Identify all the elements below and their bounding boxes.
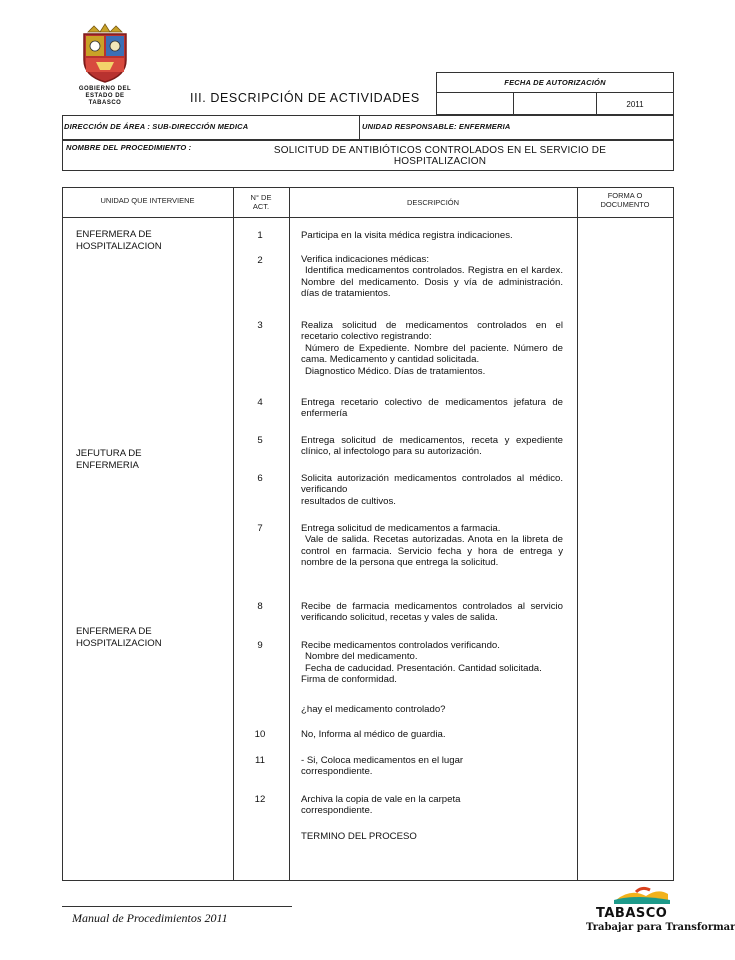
description-line: TERMINO DEL PROCESO [301, 831, 417, 842]
description-line: Fecha de caducidad. Presentación. Cantidad solicitada. Firma de conformidad. [301, 662, 542, 686]
description-line: Número de Expediente. Nombre del paciente. Número de cama. Medicamento y cantidad solicitada. [301, 342, 563, 366]
activity-description [301, 230, 563, 241]
logo-text-line-3: TABASCO [88, 100, 122, 106]
activity-number: 7 [257, 523, 263, 534]
activity-number: 3 [257, 320, 263, 331]
state-coat-of-arms-logo [74, 22, 136, 86]
authorization-year: 2011 [626, 100, 644, 109]
logo-text-line-2: ESTADO DE [85, 93, 125, 99]
decision-question [301, 704, 563, 715]
process-end [301, 831, 563, 842]
description-line: Vale de salida. Recetas autorizadas. Anota en la libreta de control en farmacia. Servicio fecha y hora de entrega y nombre de la persona que entrega la solicitud. [301, 534, 563, 569]
logo-text-line-1: GOBIERNO DEL [78, 86, 132, 92]
activity-number: 9 [257, 640, 263, 651]
activity-description [301, 601, 563, 624]
column-header-activity-number: N° DE ACT. [250, 193, 272, 211]
description-line: ¿hay el medicamento controlado? [301, 704, 446, 715]
description-line: - Si, Coloca medicamentos en el lugar correspondiente. [301, 755, 464, 778]
activity-description [301, 523, 563, 569]
description-line: Entrega solicitud de medicamentos, receta y expediente clínico, al infectologo para su autorización. [301, 435, 563, 458]
activity-description [301, 640, 563, 686]
description-line: Verifica indicaciones médicas: [301, 254, 429, 265]
tabasco-brand-name: TABASCO [596, 906, 668, 921]
activity-number: 1 [257, 230, 263, 241]
description-line: resultados de cultivos. [301, 495, 396, 507]
tabasco-slogan: Trabajar para Transformar [586, 922, 735, 933]
unit-enfermera-hospitalizacion-1: ENFERMERA DE HOSPITALIZACION [76, 229, 162, 252]
description-line: Entrega solicitud de medicamentos a farmacia. [301, 523, 501, 534]
activity-number: 2 [257, 255, 263, 266]
description-line: Identifica medicamentos controlados. Registra en el kardex. Nombre del medicamento. Dosis y vía de administración. días de tratamientos. [301, 265, 563, 300]
unit-jefatura-enfermeria: JEFUTURA DE ENFERMERIA [76, 448, 142, 471]
unit-enfermera-hospitalizacion-2: ENFERMERA DE HOSPITALIZACION [76, 626, 162, 649]
activity-number: 5 [257, 435, 263, 446]
description-line: Recibe de farmacia medicamentos controlados al servicio verificando solicitud, recetas y vales de salida. [301, 601, 563, 624]
description-line: Realiza solicitud de medicamentos controlados en el recetario colectivo registrando: [301, 320, 563, 343]
activity-description [301, 254, 563, 300]
activity-number: 11 [255, 755, 265, 766]
description-line: No, Informa al médico de guardia. [301, 729, 446, 740]
activity-description [301, 755, 501, 778]
manual-footer-text: Manual de Procedimientos 2011 [72, 911, 228, 925]
column-header-form-document: FORMA O DOCUMENTO [600, 191, 650, 209]
description-line: Archiva la copia de vale en la carpeta correspondiente. [301, 794, 461, 817]
activity-number: 10 [254, 729, 266, 740]
direction-label: DIRECCIÓN DE ÁREA : SUB-DIRECCIÓN MEDICA [64, 122, 249, 131]
description-line: Solicita autorización medicamentos controlados al médico. verificando [301, 473, 563, 496]
description-line: Nombre del medicamento. [305, 651, 418, 663]
activity-description [301, 320, 563, 377]
description-line: Recibe medicamentos controlados verificando. [301, 640, 500, 651]
activity-number: 8 [257, 601, 263, 612]
responsible-unit-label: UNIDAD RESPONSABLE: ENFERMERIA [362, 122, 511, 131]
authorization-label: FECHA DE AUTORIZACIÓN [504, 78, 606, 87]
description-line: Participa en la visita médica registra indicaciones. [301, 230, 513, 241]
activity-number: 12 [254, 794, 266, 805]
activity-description [301, 397, 563, 420]
activity-description [301, 435, 563, 458]
description-line: Diagnostico Médico. Días de tratamientos. [305, 365, 486, 377]
page-title: III. DESCRIPCIÓN DE ACTIVIDADES [190, 91, 420, 105]
activity-description [301, 729, 563, 740]
activity-description [301, 794, 501, 817]
activity-description [301, 473, 563, 507]
tabasco-brand-logo [586, 886, 735, 944]
procedure-name: SOLICITUD DE ANTIBIÓTICOS CONTROLADOS EN EL SERVICIO DE HOSPITALIZACION [273, 145, 607, 167]
description-line: Entrega recetario colectivo de medicamentos jefatura de enfermería [301, 397, 563, 420]
column-header-unit: UNIDAD QUE INTERVIENE [100, 196, 195, 205]
activity-number: 4 [257, 397, 263, 408]
procedure-name-label: NOMBRE DEL PROCEDIMIENTO : [66, 143, 192, 152]
column-header-description: DESCRIPCIÓN [406, 198, 460, 207]
activity-number: 6 [257, 473, 263, 484]
